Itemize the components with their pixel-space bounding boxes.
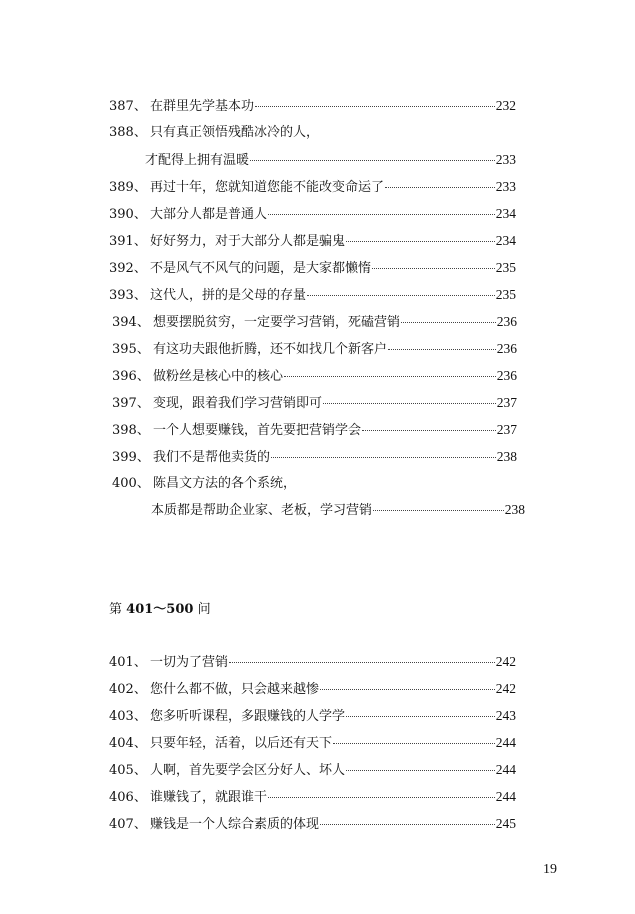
toc-entry[interactable] <box>109 98 516 115</box>
toc-entry[interactable] <box>112 314 517 331</box>
entry-number: 396、 <box>112 369 150 384</box>
entry-number: 391、 <box>109 234 147 249</box>
entry-number: 393、 <box>109 288 147 303</box>
entry-page: 238 <box>504 502 525 517</box>
entry-title: 再过十年，您就知道您能不能改变命运了 <box>150 180 385 195</box>
dot-leader <box>268 214 495 215</box>
dot-leader <box>323 403 496 404</box>
entry-page: 236 <box>496 314 517 329</box>
section-heading <box>109 602 211 618</box>
entry-page: 236 <box>496 341 517 356</box>
toc-entry[interactable] <box>112 341 517 358</box>
entry-page: 244 <box>495 762 516 777</box>
entry-number: 389、 <box>109 180 147 195</box>
dot-leader <box>307 295 495 296</box>
dot-leader <box>333 743 495 744</box>
entry-page: 244 <box>495 735 516 750</box>
dot-leader <box>401 322 496 323</box>
entry-title: 有这功夫跟他折腾，还不如找几个新客户 <box>153 342 388 357</box>
entry-title: 一个人想要赚钱，首先要把营销学会 <box>153 423 362 438</box>
toc-entry[interactable] <box>109 287 516 304</box>
entry-title: 本质都是帮助企业家、老板，学习营销 <box>151 503 373 518</box>
toc-entry[interactable] <box>109 789 516 806</box>
dot-leader <box>255 106 495 107</box>
entry-title: 赚钱是一个人综合素质的体现 <box>150 817 320 832</box>
entry-number: 395、 <box>112 342 150 357</box>
toc-entry-continuation[interactable] <box>145 152 516 169</box>
dot-leader <box>388 349 496 350</box>
dot-leader <box>320 824 495 825</box>
entry-page: 237 <box>496 422 517 437</box>
toc-entry[interactable] <box>109 125 319 141</box>
entry-title: 才配得上拥有温暖 <box>145 153 250 168</box>
section-suffix: 问 <box>197 602 211 617</box>
entry-page: 242 <box>495 681 516 696</box>
entry-number: 406、 <box>109 790 147 805</box>
entry-title: 只有真正领悟残酷冰冷的人， <box>150 125 320 140</box>
dot-leader <box>346 716 495 717</box>
toc-entry[interactable] <box>109 179 516 196</box>
toc-entry[interactable] <box>109 206 516 223</box>
entry-title: 陈昌文方法的各个系统， <box>153 476 297 491</box>
entry-page: 234 <box>495 206 516 221</box>
entry-number: 397、 <box>112 396 150 411</box>
entry-page: 235 <box>495 260 516 275</box>
dot-leader <box>320 689 495 690</box>
entry-number: 399、 <box>112 450 150 465</box>
page-number: 19 <box>543 862 557 877</box>
entry-number: 387、 <box>109 99 147 114</box>
entry-number: 407、 <box>109 817 147 832</box>
dot-leader <box>271 457 496 458</box>
entry-number: 400、 <box>112 476 150 491</box>
entry-number: 405、 <box>109 763 147 778</box>
toc-entry[interactable] <box>112 449 517 466</box>
entry-title: 大部分人都是普通人 <box>150 207 268 222</box>
entry-page: 238 <box>496 449 517 464</box>
entry-page: 243 <box>495 708 516 723</box>
entry-page: 235 <box>495 287 516 302</box>
entry-number: 404、 <box>109 736 147 751</box>
entry-title: 这代人，拼的是父母的存量 <box>150 288 307 303</box>
toc-entry[interactable] <box>109 708 516 725</box>
entry-page: 237 <box>496 395 517 410</box>
toc-entry[interactable] <box>112 422 517 439</box>
entry-page: 242 <box>495 654 516 669</box>
entry-title: 您多听听课程，多跟赚钱的人学学 <box>150 709 346 724</box>
toc-entry[interactable] <box>109 735 516 752</box>
dot-leader <box>362 430 496 431</box>
entry-page: 233 <box>495 179 516 194</box>
dot-leader <box>373 510 504 511</box>
toc-entry[interactable] <box>109 816 516 833</box>
toc-entry[interactable] <box>109 654 516 671</box>
entry-title: 做粉丝是核心中的核心 <box>153 369 284 384</box>
entry-page: 236 <box>496 368 517 383</box>
entry-title: 一切为了营销 <box>150 655 229 670</box>
dot-leader <box>385 187 495 188</box>
entry-title: 只要年轻，活着，以后还有天下 <box>150 736 333 751</box>
entry-title: 谁赚钱了，就跟谁干 <box>150 790 268 805</box>
entry-title: 不是风气不风气的问题，是大家都懒惰 <box>150 261 372 276</box>
entry-number: 390、 <box>109 207 147 222</box>
entry-title: 想要摆脱贫穷，一定要学习营销，死磕营销 <box>153 315 401 330</box>
toc-entry[interactable] <box>109 233 516 250</box>
dot-leader <box>372 268 495 269</box>
entry-page: 232 <box>495 98 516 113</box>
entry-title: 好好努力，对于大部分人都是骗鬼 <box>150 234 346 249</box>
toc-entry[interactable] <box>109 681 516 698</box>
dot-leader <box>250 160 495 161</box>
dot-leader <box>268 797 495 798</box>
entry-title: 变现，跟着我们学习营销即可 <box>153 396 323 411</box>
toc-entry[interactable] <box>109 762 516 779</box>
entry-page: 244 <box>495 789 516 804</box>
entry-number: 398、 <box>112 423 150 438</box>
toc-entry[interactable] <box>112 368 517 385</box>
entry-number: 388、 <box>109 125 147 140</box>
entry-number: 394、 <box>112 315 150 330</box>
section-range: 401～500 <box>126 602 194 617</box>
entry-title: 您什么都不做，只会越来越惨 <box>150 682 320 697</box>
entry-number: 403、 <box>109 709 147 724</box>
toc-entry[interactable] <box>112 395 517 412</box>
dot-leader <box>229 662 495 663</box>
dot-leader <box>346 241 495 242</box>
entry-number: 392、 <box>109 261 147 276</box>
entry-title: 我们不是帮他卖货的 <box>153 450 271 465</box>
toc-entry[interactable] <box>109 260 516 277</box>
section-prefix: 第 <box>109 602 123 617</box>
entry-title: 在群里先学基本功 <box>150 99 255 114</box>
entry-title: 人啊，首先要学会区分好人、坏人 <box>150 763 346 778</box>
toc-entry-continuation[interactable] <box>151 502 525 519</box>
entry-page: 233 <box>495 152 516 167</box>
dot-leader <box>346 770 495 771</box>
entry-page: 245 <box>495 816 516 831</box>
toc-entry[interactable] <box>112 476 296 492</box>
dot-leader <box>284 376 496 377</box>
entry-number: 401、 <box>109 655 147 670</box>
entry-page: 234 <box>495 233 516 248</box>
entry-number: 402、 <box>109 682 147 697</box>
